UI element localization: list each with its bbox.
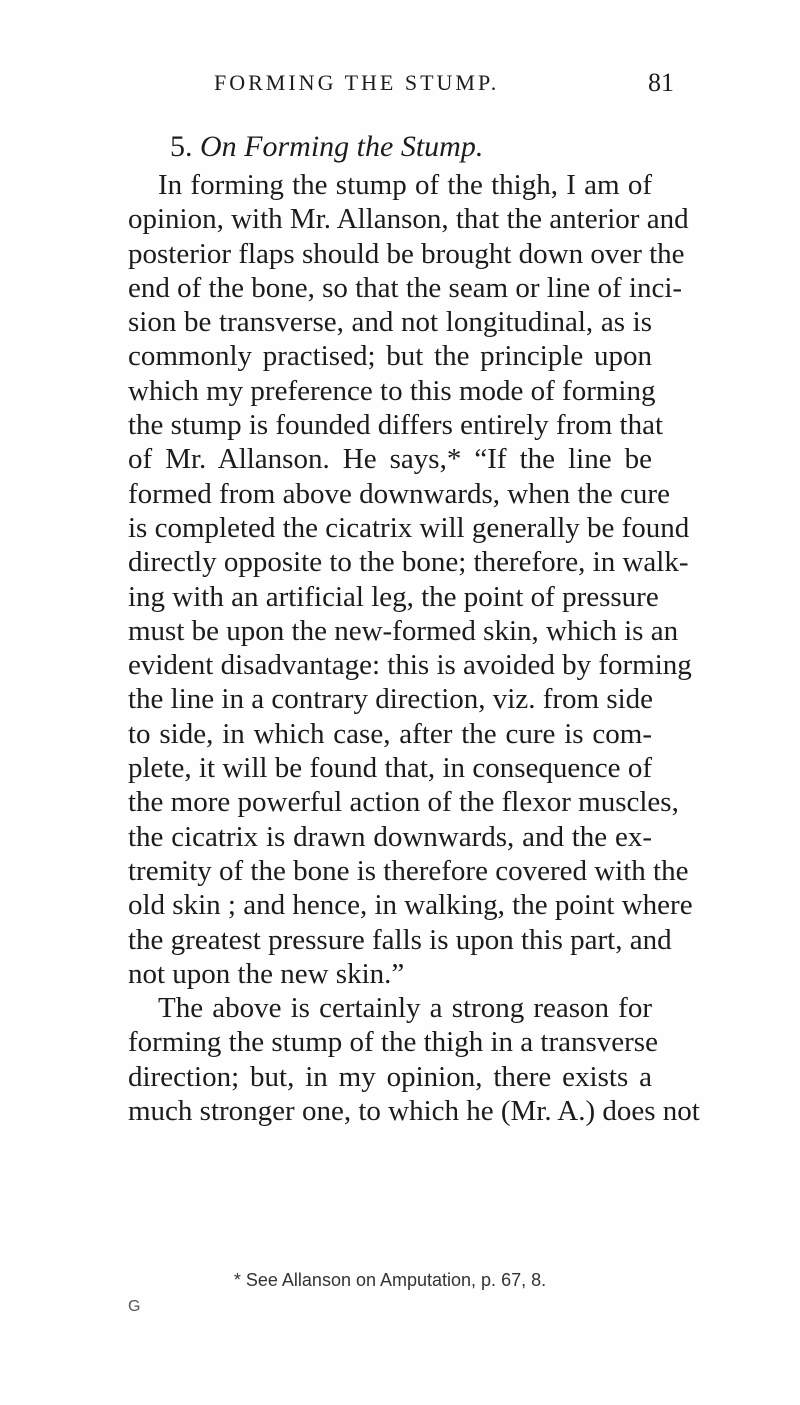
text-line: of Mr. Allanson. He says,* “If the line be (128, 443, 652, 476)
text-line: the stump is founded differs entirely from that (128, 409, 664, 442)
text-line: direction; but, in my opinion, there exists a (128, 1060, 652, 1093)
section-number: 5. (170, 130, 193, 163)
text-line: opinion, with Mr. Allanson, that the anterior and (128, 203, 689, 236)
signature-mark: G (128, 1298, 141, 1315)
text-line: the greatest pressure falls is upon this part, and (128, 923, 672, 956)
text-line: is completed the cicatrix will generally be found (128, 511, 690, 544)
text-line: tremity of the bone is therefore covered with the (128, 854, 689, 887)
text-line: end of the bone, so that the seam or line of inci- (128, 271, 683, 304)
body-text (128, 168, 700, 1128)
text-line: formed from above downwards, when the cure (128, 477, 670, 510)
text-line: the more powerful action of the flexor muscles, (128, 786, 679, 819)
section-heading (170, 130, 483, 164)
text-line: the cicatrix is drawn downwards, and the ex- (128, 820, 652, 853)
footnote-text: * See Allanson on Amputation, p. 67, 8. (233, 1270, 547, 1290)
text-line: sion be transverse, and not longitudinal, as is (128, 306, 652, 339)
text-line: to side, in which case, after the cure is com- (128, 717, 652, 750)
running-head (128, 70, 674, 100)
text-line: not upon the new skin.” (128, 957, 405, 990)
text-line: plete, it will be found that, in consequence of (128, 752, 652, 785)
text-line: commonly practised; but the principle upon (128, 340, 652, 373)
text-line: much stronger one, to which he (Mr. A.) does not (128, 1095, 700, 1128)
text-line: evident disadvantage: this is avoided by forming (128, 649, 692, 682)
running-title: FORMING THE STUMP. (214, 70, 500, 95)
text-line: must be upon the new-formed skin, which is an (128, 614, 679, 647)
text-line: In forming the stump of the thigh, I am of (158, 169, 652, 201)
text-line: forming the stump of the thigh in a transverse (128, 1026, 658, 1059)
text-line: old skin ; and hence, in walking, the point where (128, 889, 693, 922)
text-line: ing with an artificial leg, the point of pressure (128, 580, 659, 613)
footnote (0, 1270, 800, 1291)
text-line: directly opposite to the bone; therefore, in walk- (128, 546, 689, 579)
text-line: which my preference to this mode of forming (128, 374, 656, 407)
text-line: posterior flaps should be brought down over the (128, 237, 685, 270)
section-title: On Forming the Stump. (200, 130, 484, 163)
text-line: The above is certainly a strong reason for (158, 992, 652, 1025)
page-number: 81 (648, 68, 674, 97)
text-line: the line in a contrary direction, viz. from side (128, 683, 654, 716)
